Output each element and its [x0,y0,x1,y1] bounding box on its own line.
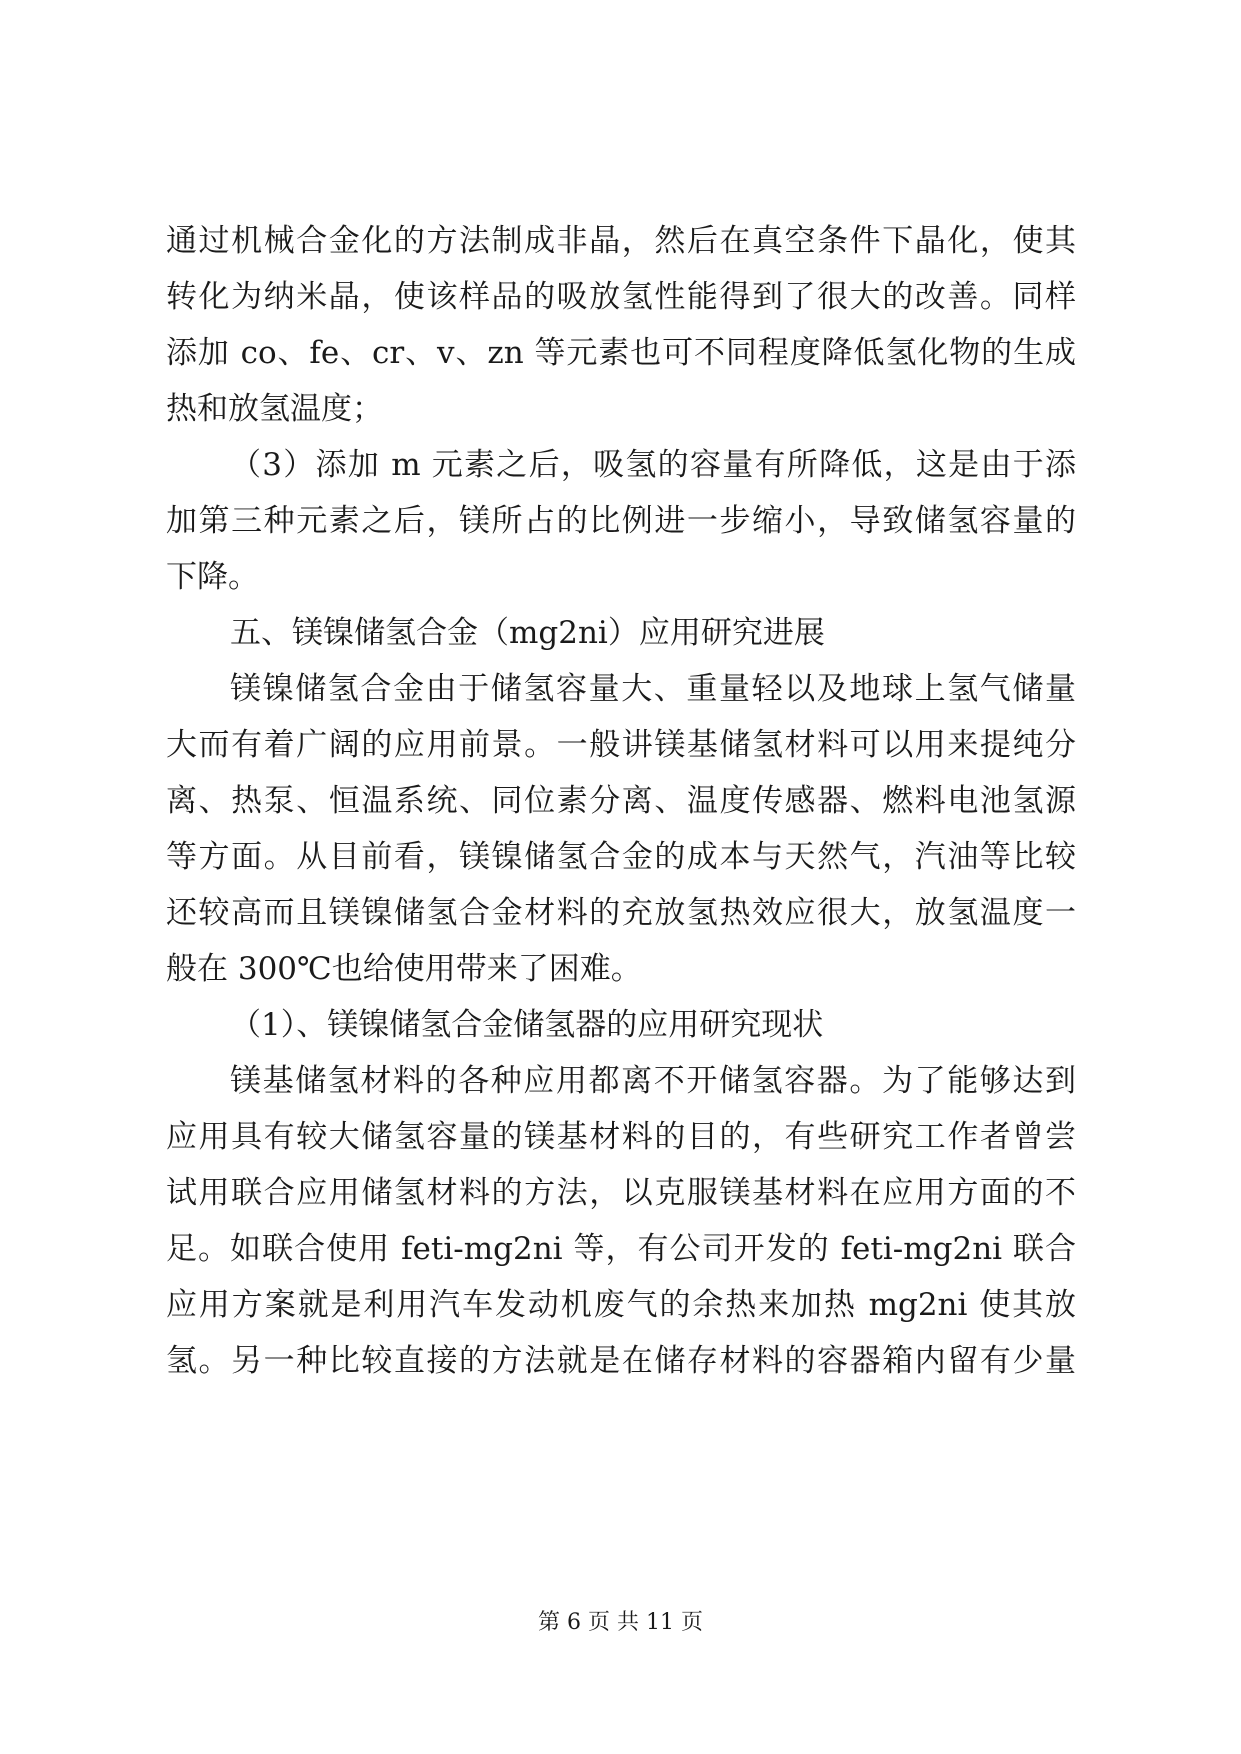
text-line: （3）添加 m 元素之后，吸氢的容量有所降低，这是由于添 [230,447,1076,483]
section-heading: 五、镁镍储氢合金（mg2ni）应用研究进展 [230,615,825,651]
text-line: 大而有着广阔的应用前景。一般讲镁基储氢材料可以用来提纯分 [166,727,1076,763]
text-line: 加第三种元素之后，镁所占的比例进一步缩小，导致储氢容量的 [166,503,1076,539]
text-line: 下降。 [166,559,259,595]
text-line: 应用具有较大储氢容量的镁基材料的目的，有些研究工作者曾尝 [166,1119,1076,1155]
text-line: 足。如联合使用 feti-mg2ni 等，有公司开发的 feti-mg2ni 联合 [166,1231,1076,1267]
text-line: 试用联合应用储氢材料的方法，以克服镁基材料在应用方面的不 [166,1175,1076,1211]
text-line: 添加 co、fe、cr、v、zn 等元素也可不同程度降低氢化物的生成 [166,335,1076,371]
text-line: 应用方案就是利用汽车发动机废气的余热来加热 mg2ni 使其放 [166,1287,1076,1323]
text-line: 还较高而且镁镍储氢合金材料的充放氢热效应很大，放氢温度一 [166,895,1076,931]
text-line: 转化为纳米晶，使该样品的吸放氢性能得到了很大的改善。同样 [166,279,1076,315]
text-line: 般在 300℃也给使用带来了困难。 [166,951,642,987]
text-line: 氢。另一种比较直接的方法就是在储存材料的容器箱内留有少量 [166,1343,1076,1379]
text-line: 热和放氢温度； [166,391,383,427]
text-line: 离、热泵、恒温系统、同位素分离、温度传感器、燃料电池氢源 [166,783,1076,819]
text-line: 镁基储氢材料的各种应用都离不开储氢容器。为了能够达到 [230,1063,1076,1099]
subsection-heading: （1）、镁镍储氢合金储氢器的应用研究现状 [230,1007,824,1043]
text-line: 等方面。从目前看，镁镍储氢合金的成本与天然气，汽油等比较 [166,839,1076,875]
text-line: 通过机械合金化的方法制成非晶，然后在真空条件下晶化，使其 [166,223,1076,259]
text-line: 镁镍储氢合金由于储氢容量大、重量轻以及地球上氢气储量 [230,671,1076,707]
page-number: 第 6 页 共 11 页 [538,1610,703,1635]
